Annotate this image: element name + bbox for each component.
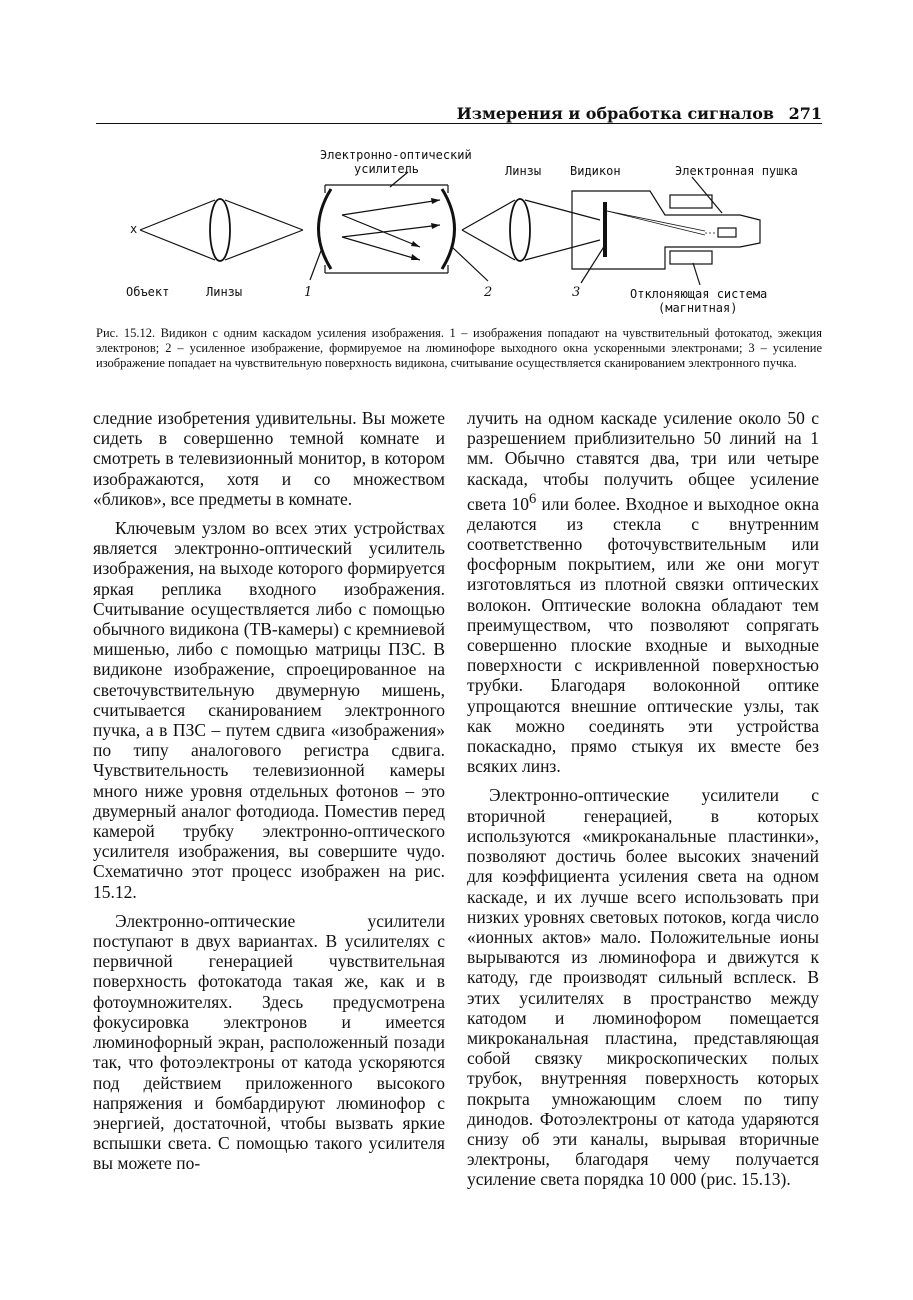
section-title: Измерения и обработка сигналов xyxy=(456,104,774,123)
leader-line xyxy=(452,247,488,281)
object-point: x xyxy=(130,222,138,236)
paragraph-text: лучить на одном каскаде усиление около 50 с разрешением приблизительно 50 линий на 1 мм. Обычно ставятся два, три или четыре каскада, чтобы получить общее усиление света 10 xyxy=(467,408,819,514)
image-intensifier xyxy=(319,185,455,273)
lens-left xyxy=(210,199,230,261)
deflection-coil-top xyxy=(670,195,712,208)
photocathode-window xyxy=(319,189,332,269)
paragraph: Ключевым узлом во всех этих устройствах является электронно-оптический усилитель изображения, на выходе которого формируется яркая реплика входного изображения. Считывание осуществляется либо с помощью обычного видикона (ТВ-камеры) с кремниевой мишенью, либо с помощью матрицы ПЗС. В видиконе изображение, спроецированное на светочувствительную двумерную мишень, считывается сканированием электронного пучка, а в ПЗС – путем сдвига «изображения» по типу аналогового регистра сдвига. Чувствительность телевизионной камеры много ниже уровня отдельных фотонов – это двумерный аналог фотодиода. Поместив перед камерой трубку электронно-оптического усилителя изображения, вы совершите чудо. Схематично этот процесс изображен на рис. 15.12. xyxy=(93,518,445,902)
vidicon-tube xyxy=(572,191,760,269)
electron-path xyxy=(342,215,420,247)
ray-line xyxy=(140,200,215,230)
arrow-head xyxy=(411,241,420,247)
paragraph: Электронно-оптические усилители поступают в двух вариантах. В усилителях с первичной генерацией чувствительная поверхность фотокатода такая же, как и в фотоумножителях. Здесь предусмотрена фокусировка электронов и имеется люминофорный экран, расположенный позади так, что фотоэлектроны от катода ускоряются под действием приложенного высокого напряжения и бомбардируют люминофор с энергией, достаточной, чтобы вызвать яркие вспышки света. С помощью такого усилителя вы можете по- xyxy=(93,910,445,1174)
leader-line xyxy=(310,248,322,280)
label-deflection-system: Отклоняющая система xyxy=(630,287,768,301)
ray-line xyxy=(525,240,600,260)
right-column xyxy=(467,408,819,1199)
ray-line xyxy=(525,200,600,220)
ray-line xyxy=(225,230,303,260)
header-rule xyxy=(96,123,822,124)
paragraph xyxy=(467,408,819,776)
ray-line xyxy=(462,230,515,260)
label-number-2: 2 xyxy=(484,285,493,300)
ray-line xyxy=(462,200,515,230)
electron-path xyxy=(342,237,420,260)
deflection-coil-bottom xyxy=(670,251,712,264)
running-head xyxy=(96,100,822,124)
arrow-head xyxy=(411,254,420,260)
label-number-3: 3 xyxy=(572,285,581,300)
label-amplifier: Электронно-оптический xyxy=(320,148,472,162)
paragraph-text: или более. Входное и выходное окна делаются из стекла с внутренним соответственно фоточувствительным или фосфорным покрытием, или же они могут изготовляться из плотной связки оптических волокон. Оптические волокна обладают тем преимуществом, что позволяют сопрягать совершенно плоские входные и выходные поверхности с искривленной поверхностью трубки. Благодаря волоконной оптике упрощаются внешние оптические узлы, так как можно соединять эти устройства покаскадно, прямо стыкуя их вместе без всяких линз. xyxy=(467,493,820,777)
figure-15-12 xyxy=(110,145,810,320)
page-number: 271 xyxy=(788,104,822,123)
electron-gun-cathode xyxy=(718,228,736,237)
ray-line xyxy=(225,200,303,230)
paragraph: следние изобретения удивительны. Вы можете сидеть в совершенно темной комнате и смотреть в телевизионный монитор, в котором изображаются, хотя и со множеством «бликов», все предметы в комнате. xyxy=(93,408,445,509)
exponent: 6 xyxy=(529,490,537,507)
label-lenses-right: Линзы xyxy=(505,164,542,178)
arrow-head xyxy=(431,223,440,229)
scan-beam xyxy=(607,211,705,231)
label-number-1: 1 xyxy=(304,285,313,300)
label-vidicon: Видикон xyxy=(570,164,621,178)
ray-line xyxy=(140,230,215,260)
label-lenses-left: Линзы xyxy=(206,285,243,299)
label-electron-gun: Электронная пушка xyxy=(675,164,798,178)
phosphor-window xyxy=(442,189,455,269)
label-object: Объект xyxy=(126,285,170,299)
vidicon-diagram xyxy=(110,145,810,320)
leader-line xyxy=(693,263,700,285)
lens-right xyxy=(510,199,530,261)
left-column xyxy=(93,408,445,1183)
label-amplifier: усилитель xyxy=(354,162,420,176)
electron-path xyxy=(342,200,440,215)
figure-caption: Рис. 15.12. Видикон с одним каскадом усиления изображения. 1 – изображения попадают на чувствительный фотокатод, эжекция электронов; 2 – усиленное изображение, формируемое на люминофоре выходного окна ускоренными электронами; 3 – усиление изображение попадает на чувствительную поверхность видикона, считывание осуществляется сканированием электронного пучка. xyxy=(96,326,822,371)
arrow-head xyxy=(431,198,440,204)
paragraph: Электронно-оптические усилители с вторичной генерацией, в которых используются «микроканальные пластинки», позволяют достичь более высоких значений для коэффициента усиления света на одном каскаде, и их лучше всего использовать при низких уровнях световых потоков, когда число «ионных актов» мало. Положительные ионы вырываются из люминофора и движутся к катоду, где производят сильный всплеск. В этих усилителях в пространство между катодом и люминофором помещается микроканальная пластина, представляющая собой связку микроскопических полых трубок, внутренняя поверхность которых покрыта умножающим слоем по типу динодов. Фотоэлектроны от катода ударяются снизу об эти каналы, вырывая вторичные электроны, благодаря чему получается усиление света порядка 10 000 (рис. 15.13). xyxy=(467,785,819,1190)
leader-line xyxy=(581,245,605,283)
label-deflection-system: (магнитная) xyxy=(658,301,738,315)
